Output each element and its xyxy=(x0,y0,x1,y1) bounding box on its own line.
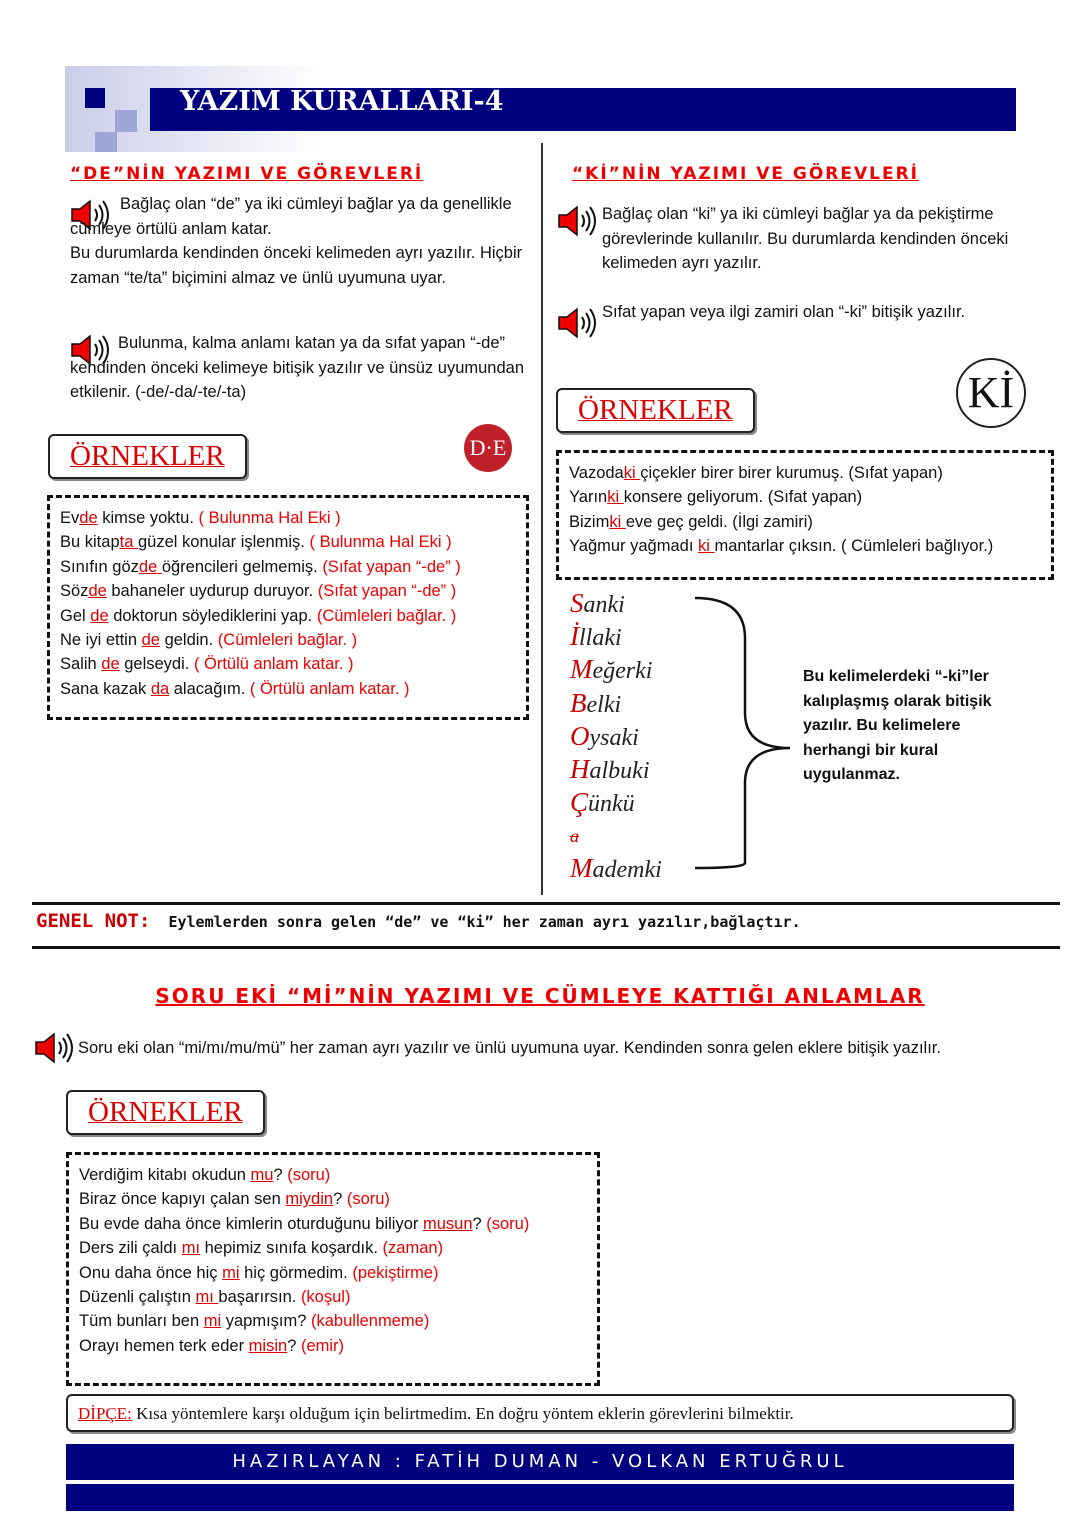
rule-line xyxy=(32,902,1060,905)
example-text: konsere geliyorum. (Sıfat yapan) xyxy=(623,488,863,507)
ki-word-rest: eğerki xyxy=(592,658,653,685)
de-rule-1: Bağlaç olan “de” ya iki cümleyi bağlar ya da genellikle cümleye örtülü anlam katar. xyxy=(70,195,512,238)
example-text: doktorun söylediklerini yap. xyxy=(108,606,317,625)
example-suffix: mi xyxy=(203,1312,222,1331)
ki-word-initial: S xyxy=(570,588,584,618)
example-text: Düzenli çalıştın xyxy=(79,1288,196,1307)
ki-word xyxy=(570,787,662,820)
example-note: (emir) xyxy=(300,1336,345,1355)
footnote xyxy=(66,1394,1014,1432)
example-line xyxy=(569,510,1041,534)
example-suffix: da xyxy=(150,679,170,698)
example-text: eve geç geldi. (İlgi zamiri) xyxy=(625,512,813,531)
example-note: (koşul) xyxy=(300,1288,351,1307)
example-text: Ne iyi ettin xyxy=(60,631,142,650)
mi-rule-1: Soru eki olan “mi/mı/mu/mü” her zaman ayrı yazılır ve ünlü uyumuna uyar. Kendinden sonra gelen eklere bitişik yazılır. xyxy=(78,1039,941,1057)
example-suffix: mı xyxy=(181,1239,201,1258)
example-text: ? xyxy=(273,1166,288,1184)
ki-word-rest: ademki xyxy=(592,856,662,883)
ki-word-rest: ünkü xyxy=(588,791,635,818)
example-note: (kabullenmeme) xyxy=(311,1312,430,1331)
example-suffix: de xyxy=(88,582,107,601)
ki-word-initial: O xyxy=(570,720,590,751)
ki-rule-1: Bağlaç olan “ki” ya iki cümleyi bağlar ya da pekiştirme görevlerinde kullanılır. Bu durumlarda kendinden önceki kelimeden ayrı yazılır. xyxy=(602,205,1009,272)
ki-word-rest: ysaki xyxy=(589,724,639,751)
example-text: Yarın xyxy=(569,488,608,507)
example-text: Onu daha önce hiç xyxy=(79,1263,223,1282)
ki-word-list xyxy=(570,588,662,886)
example-suffix: mı xyxy=(195,1288,219,1307)
example-text: Sınıfın göz xyxy=(60,557,139,576)
de-rule-2: Bulunma, kalma anlamı katan ya da sıfat yapan “-de” kendinden önceki kelimeye bitişik yazılır ve ünsüz uyumundan etkilenir. (-de/-da/-te/-ta) xyxy=(70,334,524,401)
example-note: (zaman) xyxy=(382,1239,444,1258)
example-text: Bu kitap xyxy=(60,533,120,552)
example-text: ? xyxy=(472,1214,487,1233)
example-note: (soru) xyxy=(346,1190,390,1209)
ki-word-initial: a xyxy=(570,826,579,847)
ki-word xyxy=(570,754,662,787)
example-text: Söz xyxy=(60,582,89,601)
example-line xyxy=(60,530,516,554)
example-note: (Cümleleri bağlar. ) xyxy=(316,606,457,625)
example-suffix: de xyxy=(138,557,162,576)
example-suffix: de xyxy=(141,631,160,650)
ki-word xyxy=(570,688,662,721)
example-text: ? xyxy=(333,1190,347,1209)
ki-word-rest: llaki xyxy=(579,625,622,652)
example-text: gelseydi. xyxy=(119,655,194,674)
general-note xyxy=(36,910,801,932)
example-text: yapmışım? xyxy=(221,1312,312,1331)
example-line xyxy=(60,579,516,603)
speaker-icon xyxy=(555,203,599,239)
general-note-label: GENEL NOT: xyxy=(36,910,151,932)
example-text: Bu evde daha önce kimlerin oturduğunu biliyor xyxy=(79,1214,423,1233)
example-note: ( Bulunma Hal Eki ) xyxy=(309,533,452,552)
example-suffix: miydin xyxy=(285,1190,334,1209)
example-note: ( Bulunma Hal Eki ) xyxy=(198,509,341,527)
example-line xyxy=(60,652,516,676)
page-title: YAZIM KURALLARI-4 xyxy=(180,86,504,117)
example-line xyxy=(79,1285,587,1309)
example-text: Gel xyxy=(60,606,91,625)
example-note: (pekiştirme) xyxy=(352,1263,439,1282)
example-text: çiçekler birer birer kurumuş. (Sıfat yapan) xyxy=(640,464,943,482)
example-text: öğrencileri gelmemiş. xyxy=(161,557,323,576)
ki-word-initial: B xyxy=(570,687,587,718)
speaker-icon xyxy=(555,305,599,341)
ki-word-initial: M xyxy=(570,852,593,883)
example-text: güzel konular işlenmiş. xyxy=(137,533,310,552)
ki-word-initial: Ç xyxy=(570,787,589,818)
ki-word-rest: albuki xyxy=(589,758,650,785)
example-note: (Sıfat yapan “-de” ) xyxy=(317,582,457,601)
example-text: Verdiğim kitabı okudun xyxy=(79,1166,251,1184)
example-text: alacağım. xyxy=(169,679,250,698)
example-suffix: mi xyxy=(222,1263,240,1282)
footnote-label: DİPÇE: xyxy=(78,1404,132,1423)
column-divider xyxy=(541,143,543,895)
example-text: Salih xyxy=(60,655,102,674)
general-note-text: Eylemlerden sonra gelen “de” ve “ki” her zaman ayrı yazılır,bağlaçtır. xyxy=(168,913,801,931)
example-line xyxy=(60,604,516,628)
ki-word-initial: M xyxy=(570,654,593,685)
de-examples-label: ÖRNEKLER xyxy=(48,434,247,479)
example-text: hepimiz sınıfa koşardık. xyxy=(200,1239,383,1258)
example-text: kimse yoktu. xyxy=(97,509,199,527)
example-suffix: ki xyxy=(698,537,715,556)
example-note: (soru) xyxy=(287,1166,331,1184)
example-text: bahaneler uydurup duruyor. xyxy=(106,582,318,601)
example-line xyxy=(79,1309,587,1333)
example-line xyxy=(79,1236,587,1260)
ki-logo: Kİ xyxy=(956,358,1026,428)
example-note: (Sıfat yapan “-de” ) xyxy=(322,557,461,576)
example-line xyxy=(569,461,1041,485)
example-suffix: ki xyxy=(623,464,641,482)
ki-word xyxy=(570,820,662,852)
example-line xyxy=(569,485,1041,509)
example-suffix: de xyxy=(79,509,98,527)
example-note: (Cümleleri bağlar. ) xyxy=(217,631,358,650)
example-text: Ders zili çaldı xyxy=(79,1239,182,1258)
example-note: ( Örtülü anlam katar. ) xyxy=(193,655,354,674)
mi-examples-label: ÖRNEKLER xyxy=(66,1090,265,1135)
example-text: Vazoda xyxy=(569,464,624,482)
example-text: Ev xyxy=(60,509,80,527)
example-line xyxy=(569,534,1041,558)
ki-word xyxy=(570,588,662,621)
example-text: ? xyxy=(287,1336,301,1355)
example-line xyxy=(60,555,516,579)
mi-examples-box xyxy=(66,1152,600,1386)
example-line xyxy=(79,1187,587,1211)
example-line xyxy=(60,506,516,530)
example-text: Orayı hemen terk eder xyxy=(79,1336,249,1355)
de-logo: D·E xyxy=(464,424,512,472)
example-suffix: mu xyxy=(250,1166,274,1184)
de-section-title: “DE”NİN YAZIMI VE GÖREVLERİ xyxy=(70,164,424,184)
rule-line xyxy=(32,946,1060,949)
example-line xyxy=(79,1163,587,1187)
example-line xyxy=(79,1261,587,1285)
speaker-icon xyxy=(32,1030,76,1066)
ki-rule-2: Sıfat yapan veya ilgi zamiri olan “-ki” bitişik yazılır. xyxy=(602,303,966,321)
example-suffix: ta xyxy=(119,533,138,552)
footer-authors: HAZIRLAYAN : FATİH DUMAN - VOLKAN ERTUĞRUL xyxy=(66,1444,1014,1480)
ki-word xyxy=(570,654,662,687)
de-examples-box xyxy=(47,495,529,720)
example-line xyxy=(60,628,516,652)
example-text: Bizim xyxy=(569,512,610,531)
example-text: Tüm bunları ben xyxy=(79,1312,204,1331)
example-note: ( Örtülü anlam katar. ) xyxy=(249,679,410,698)
brace-icon xyxy=(690,595,790,870)
mi-section-title: SORU EKİ “Mİ”NİN YAZIMI VE CÜMLEYE KATTIĞI ANLAMLAR xyxy=(155,984,925,1008)
de-rule-1b: Bu durumlarda kendinden önceki kelimeden ayrı yazılır. Hiçbir zaman “te/ta” biçimini almaz ve ünlü uyumuna uyar. xyxy=(70,244,523,287)
ki-word xyxy=(570,721,662,754)
example-line xyxy=(79,1334,587,1358)
example-line xyxy=(79,1212,587,1236)
example-text: mantarlar çıksın. ( Cümleleri bağlıyor.) xyxy=(714,537,994,556)
footer-bar xyxy=(66,1484,1014,1511)
ki-word xyxy=(570,853,662,886)
example-suffix: ki xyxy=(607,488,624,507)
example-text: geldin. xyxy=(159,631,218,650)
example-note: (soru) xyxy=(486,1214,530,1233)
ki-word-initial: İ xyxy=(570,621,579,652)
ki-word-rest: elki xyxy=(586,691,622,718)
ki-word-initial: H xyxy=(570,754,590,785)
example-suffix: musun xyxy=(422,1214,473,1233)
example-suffix: ki xyxy=(609,512,626,531)
example-suffix: misin xyxy=(248,1336,288,1355)
footnote-text: Kısa yöntemlere karşı olduğum için belirtmedim. En doğru yöntem eklerin görevlerini bilmektir. xyxy=(131,1404,794,1423)
example-text: hiç görmedim. xyxy=(239,1263,353,1282)
ki-examples-box xyxy=(556,450,1054,580)
example-text: başarırsın. xyxy=(218,1288,301,1307)
ki-note: Bu kelimelerdeki “-ki”ler kalıplaşmış olarak bitişik yazılır. Bu kelimelere herhangi bir kural uygulanmaz. xyxy=(803,668,992,783)
ki-word xyxy=(570,621,662,654)
ki-section-title: “Kİ”NİN YAZIMI VE GÖREVLERİ xyxy=(572,164,920,184)
example-text: Sana kazak xyxy=(60,679,151,698)
example-text: Biraz önce kapıyı çalan sen xyxy=(79,1190,286,1209)
example-line xyxy=(60,677,516,701)
example-suffix: de xyxy=(90,606,109,625)
ki-examples-label: ÖRNEKLER xyxy=(556,388,755,433)
example-text: Yağmur yağmadı xyxy=(569,537,699,556)
example-suffix: de xyxy=(101,655,120,674)
ki-word-rest: anki xyxy=(583,592,625,618)
